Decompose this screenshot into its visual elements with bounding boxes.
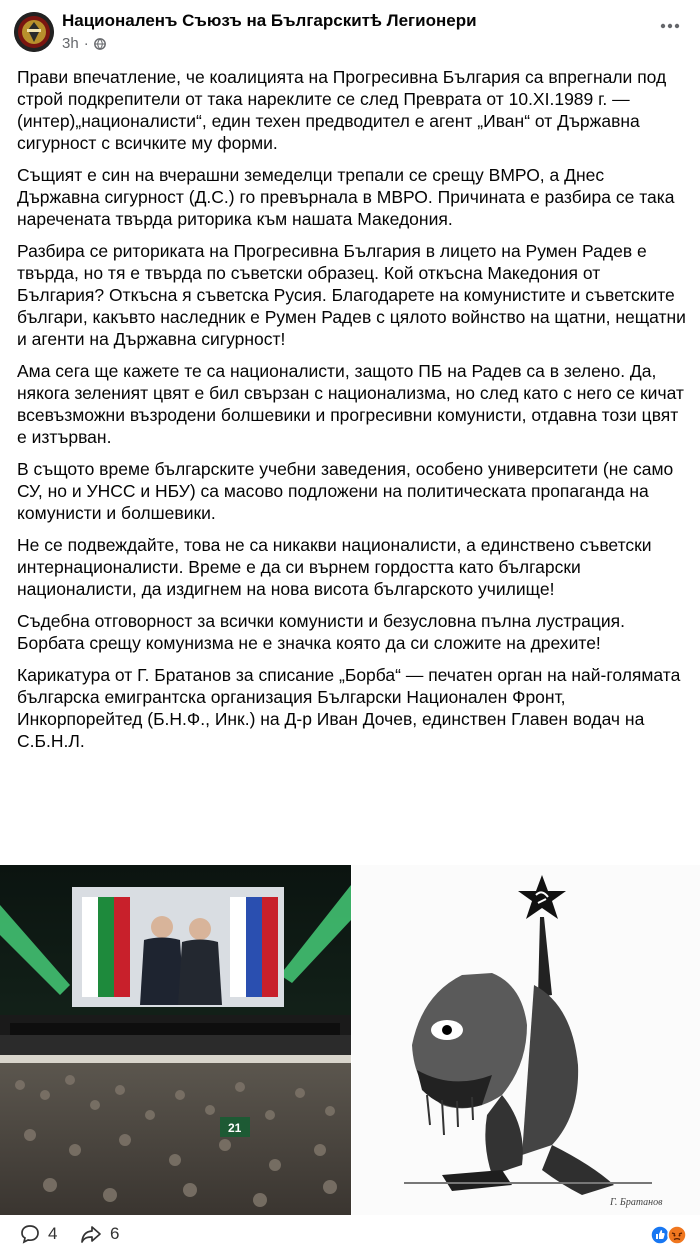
- comment-icon: [20, 1224, 40, 1244]
- post-paragraph: Прави впечатление, че коалицията на Прогресивна България са впрегнали под строй подкрепители от така нареклите се след Превратa от 10.XI.1989 г. — (интер)„националисти“, един техен предводител е агент „Иван“ от Държавна сигурност с всичките му форми.: [17, 67, 667, 153]
- post-paragraph: Съдебна отговорност за всички комунисти и безусловна пълна лустрация. Борбата срещу комунизма не е значка която да си сложите на дрехите!: [17, 611, 626, 653]
- more-options-icon[interactable]: [660, 22, 680, 30]
- post-paragraph: Карикатура от Г. Братанов за списание „Борба“ — печатен орган на най-голямата българска емигрантска организация Български Национален Фронт, Инкорпорейтед (Б.Н.Ф., Инк.) на Д-р Иван Дочев, единствен Главен водач на С.Б.Н.Л.: [17, 665, 681, 751]
- rally-photo[interactable]: [0, 865, 351, 1215]
- artist-signature: Г. Братанов: [610, 1197, 663, 1208]
- post-photos: [0, 865, 700, 1215]
- caricature-image[interactable]: [352, 865, 700, 1215]
- post-paragraph: В същото време българските учебни заведения, особено университети (не само СУ, но и УНСС и НБУ) са масово подложени на политическата пропаганда на комунисти и болшевики.: [17, 459, 674, 523]
- post-meta: [62, 35, 106, 52]
- share-button[interactable]: [80, 1216, 119, 1252]
- page-avatar[interactable]: [14, 12, 54, 52]
- globe-icon: [94, 38, 106, 50]
- post-time[interactable]: 3h: [62, 35, 79, 52]
- angry-reaction-icon: [668, 1226, 686, 1244]
- post-text: [17, 66, 689, 762]
- post-header: [0, 0, 700, 62]
- screen-number: 21: [228, 1121, 242, 1135]
- post-paragraph: Не се подвеждайте, това не са никакви националисти, а единствено съветски интернационалисти. Време е да си върнем гордостта като български националисти, да издигнем на нова висота българското училище!: [17, 535, 652, 599]
- meta-dot: ·: [83, 35, 89, 52]
- shares-count: 6: [110, 1224, 120, 1243]
- post-paragraph: Разбира се риториката на Прогресивна България в лицето на Румен Радев е твърда, но тя е твърда по съветски образец. Кой откъсна Македония от България? Откъсна я съветска Русия. Благодарете на комунистите и съветските българи, какъвто наследник е Румен Радев с цялото войнство на щатни, нещатни и агенти на Държавна сигурност!: [17, 241, 686, 349]
- post-footer: [0, 1216, 700, 1252]
- page-name-link[interactable]: Националенъ Съюзъ на Българскитѣ Легионери: [62, 11, 477, 30]
- post-paragraph: Ама сега ще кажете те са националисти, защото ПБ на Радев са в зелено. Да, някога зеленият цвят е бил свързан с национализма, но след като с него се кичат всевъзможни възродени болшевики и прогресивни комунисти, отдавна този цвят е изтърван.: [17, 361, 684, 447]
- comment-button[interactable]: [20, 1216, 57, 1252]
- comments-count: 4: [48, 1224, 58, 1243]
- share-icon: [80, 1224, 102, 1244]
- reactions-summary[interactable]: [650, 1225, 690, 1245]
- post-paragraph: Същият е син на вчерашни земеделци трепали се срещу ВМРО, а Днес Държавна сигурност (Д.С.) го превърнала в МВРО. Причината е разбира се така наречената твърда риторика към нашата Македония.: [17, 165, 675, 229]
- like-reaction-icon: [651, 1226, 669, 1244]
